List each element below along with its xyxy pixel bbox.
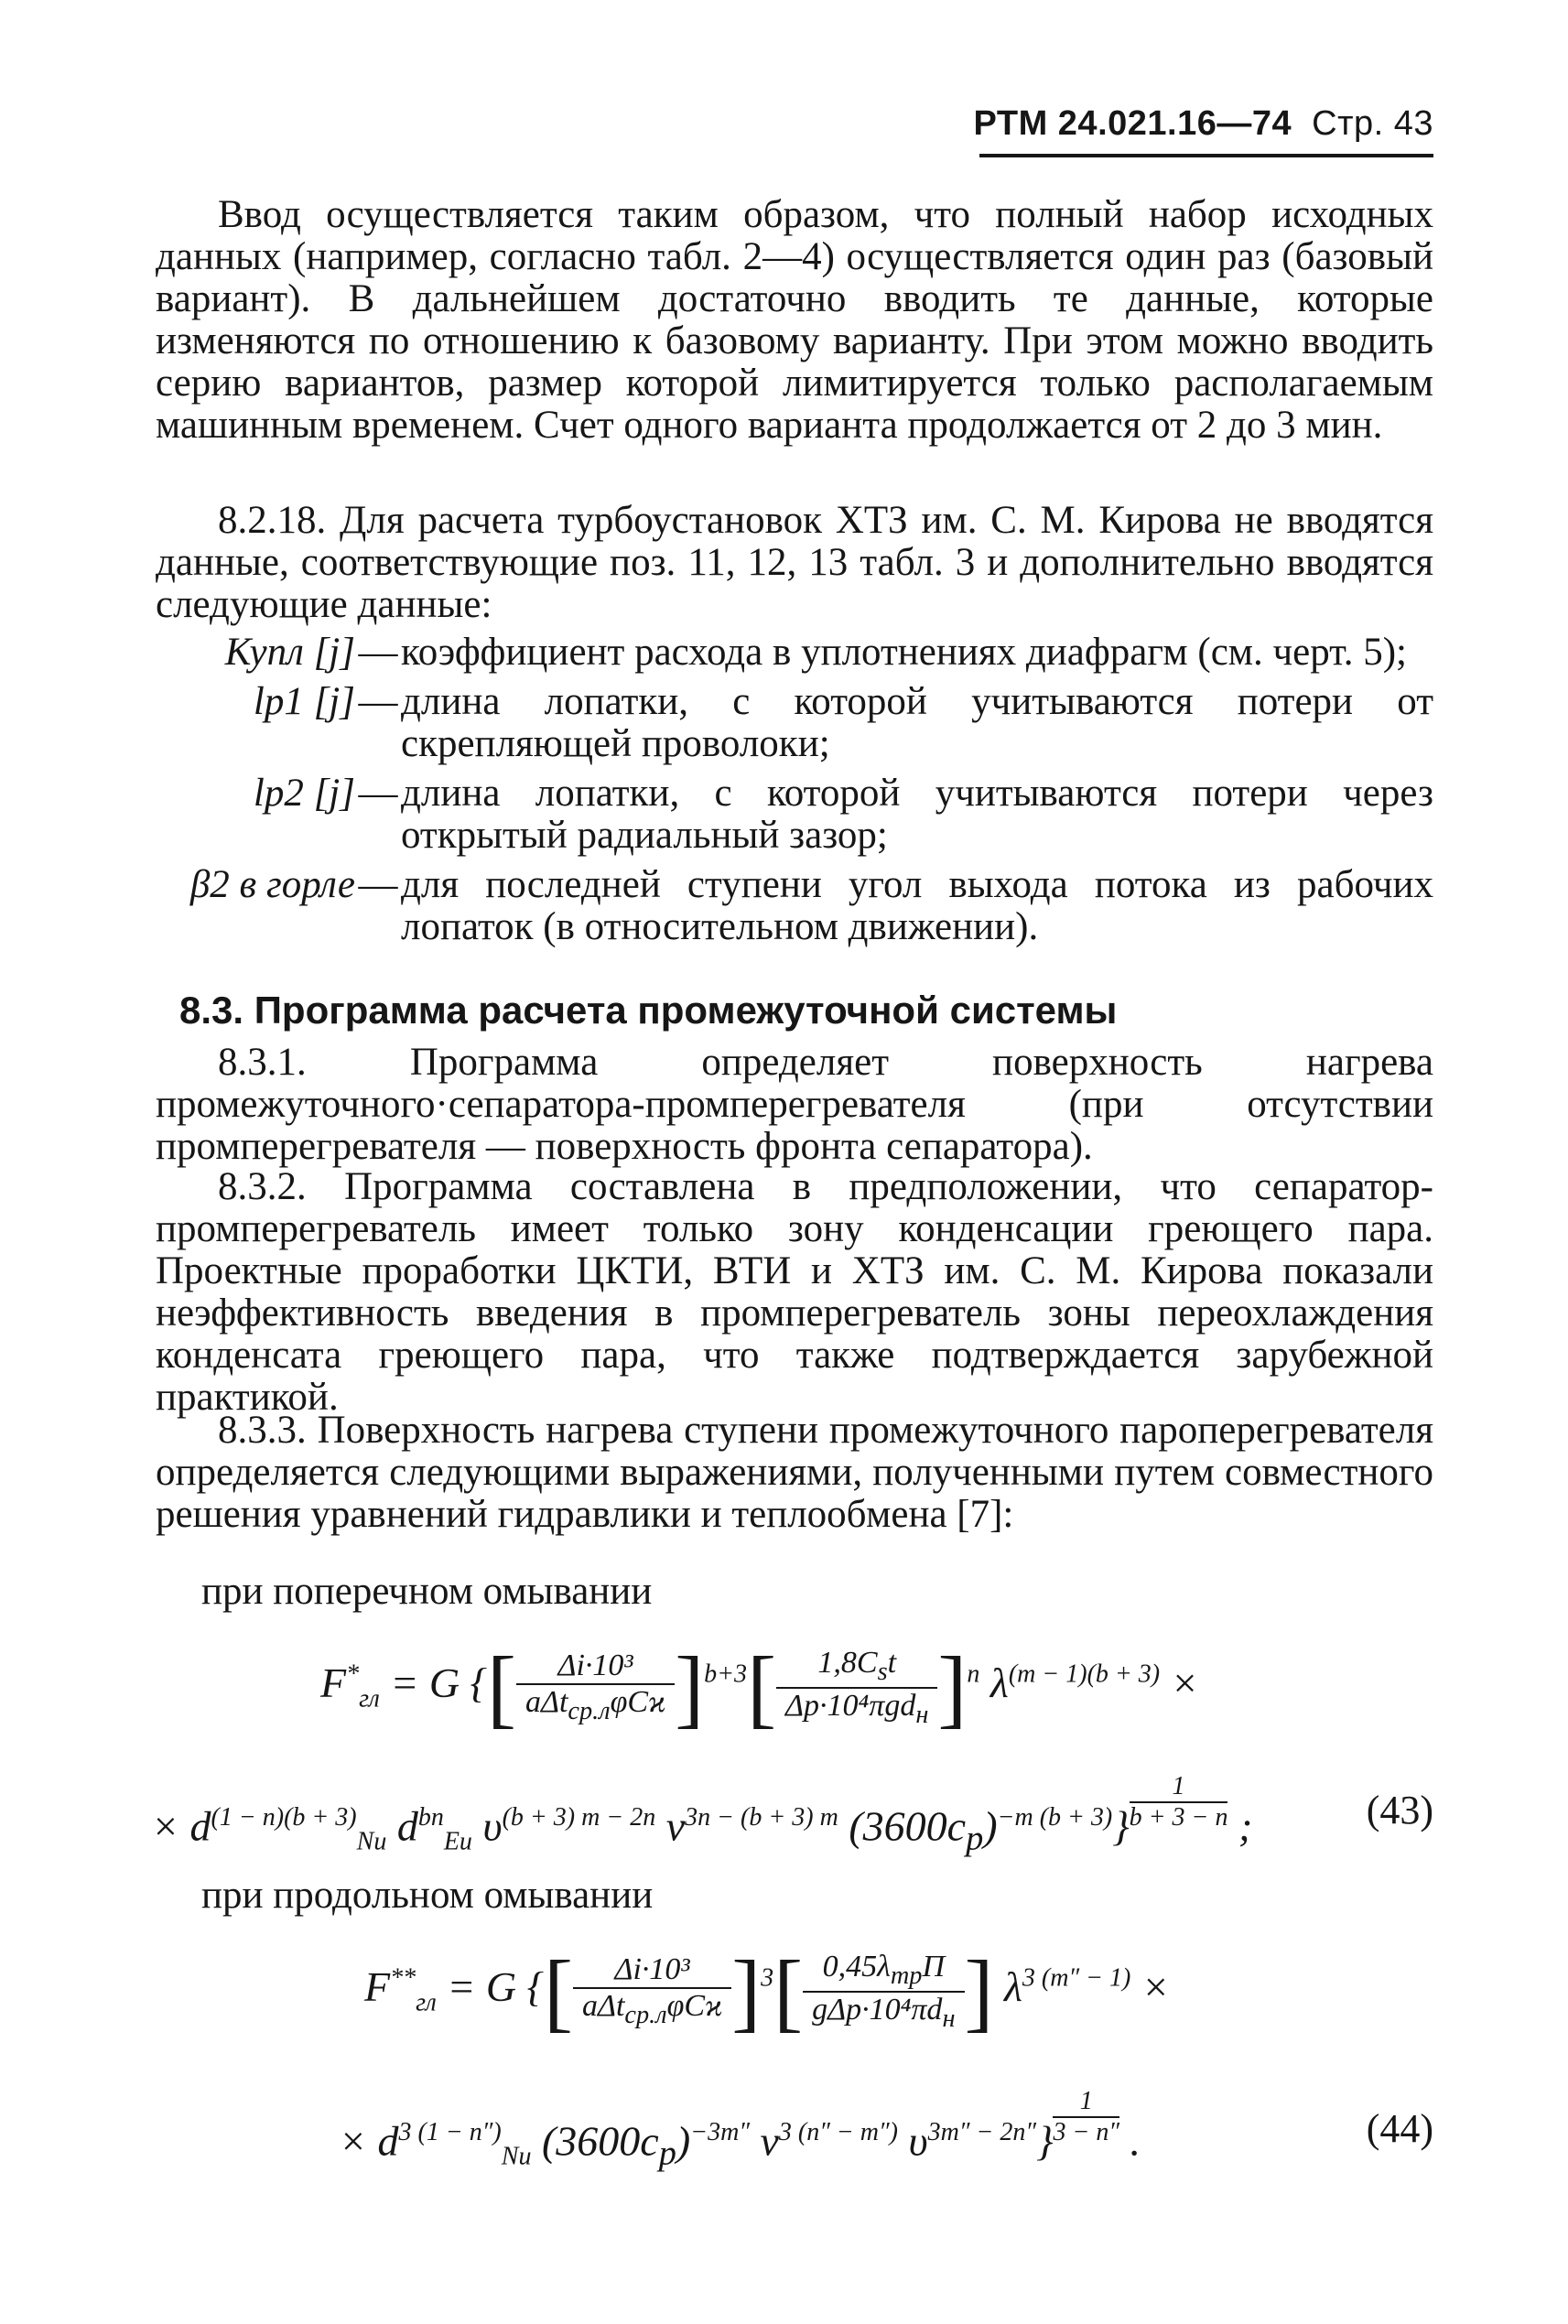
- definition-lp2: lp2 [j] — длина лопатки, с которой учитываются потери через открытый радиальный зазор;: [156, 773, 1433, 857]
- fraction: $\frac{\text{Δi·10³}}{a\Delta t_{ср.л}\varphi Cϰ}$: [516, 1648, 675, 1726]
- definition-lp1: lp1 [j] — длина лопатки, с которой учитываются потери от скрепляющей проволоки;: [156, 681, 1433, 765]
- definition-kupl: Купл [j] — коэффициент расхода в уплотнениях диафрагм (см. черт. 5);: [156, 632, 1433, 674]
- equation-number-44: (44): [1366, 2106, 1433, 2151]
- definition-text: коэффициент расхода в уплотнениях диафрагм (см. черт. 5);: [401, 631, 1407, 674]
- definition-list: [156, 632, 1433, 956]
- fraction: $\frac{1}{3 - n''}$: [1053, 2087, 1120, 2146]
- paragraph-8-3-2: 8.3.2. Программа составлена в предположении, что сепаратор-промперегреватель имеет только зону конденсации греющего пара. Проектные проработки ЦКТИ, ВТИ и ХТЗ им. С. М. Кирова показали неэффективность введения в промперегреватель зоны переохлаждения конденсата греющего пара, что также подтверждается зарубежной практикой.: [156, 1165, 1433, 1419]
- definition-term: Купл [j]: [224, 631, 355, 674]
- formula-43-line-1: $F^*_{гл} = G$ {[ $\frac{\text{Δi·10³}}{a\Delta t_{ср.л}\varphi Cϰ}$ ]$^{b+3}$[ $\frac{1,8C_st}{\Delta p\cdot 10^4\pi gd_н}$ ]$^n$ $\lambda^{(m - 1)(b + 3)}$ ×: [320, 1638, 1199, 1736]
- definition-term: lp2 [j]: [253, 772, 355, 815]
- paragraph-input-procedure: Ввод осуществляется таким образом, что полный набор исходных данных (например, согласно табл. 2—4) осуществляется один раз (базовый вариант). В дальнейшем достаточно вводить те данные, которые изменяются по отношению к базовому варианту. При этом можно вводить серию вариантов, размер которой лимитируется только располагаемым машинным временем. Счет одного варианта продолжается от 2 до 3 мин.: [156, 193, 1433, 447]
- definition-beta2: β2 в горле — для последней ступени угол выхода потока из рабочих лопаток (в относительном движении).: [156, 864, 1433, 948]
- page-header: [974, 104, 1433, 144]
- formula-43-line-2: × $d^{(1 - n)(b + 3)}_{Nu}$ $d^{bn}_{Eu}$ $\upsilon^{(b + 3) m - 2n}$ $\nu^{3n - (b + 3) m}$ $(3600c_p)^{-m (b + 3)}$} $\frac{1}{b + 3 - n}$ ;: [151, 1772, 1253, 1858]
- definition-text: для последней ступени угол выхода потока из рабочих лопаток (в относительном движении).: [401, 863, 1433, 948]
- fraction: $\frac{1,8C_st}{\Delta p\cdot 10^4\pi gd_н}$: [776, 1646, 937, 1730]
- label-longitudinal-flow: при продольном омывании: [201, 1874, 654, 1917]
- fraction: $\frac{\text{Δi·10³}}{a\Delta t_{ср.л}\varphi Cϰ}$: [573, 1952, 731, 2030]
- definition-term: β2 в горле: [189, 863, 355, 906]
- paragraph-8-3-1: 8.3.1. Программа определяет поверхность нагрева промежуточного·сепаратора-промперегревателя (при отсутствии промперегревателя — поверхность фронта сепаратора).: [156, 1041, 1433, 1168]
- definition-term: lp1 [j]: [253, 680, 355, 723]
- formula-44-line-2: × $d^{3 (1 - n'')}_{Nu}$ $(3600c_p)^{-3m''}$ $\nu^{3 (n'' - m'')}$ $\upsilon^{3m'' - 2n''}$} $\frac{1}{3 - n''}$ .: [339, 2087, 1141, 2173]
- doc-id: РТМ 24.021.16—74: [973, 104, 1292, 143]
- fraction: $\frac{0,45\lambda_{тр}П}{g\Delta p\cdot 10^4\pi d_н}$: [803, 1950, 964, 2034]
- header-rule: [979, 154, 1433, 157]
- equation-number-43: (43): [1366, 1788, 1433, 1832]
- label-cross-flow: при поперечном омывании: [201, 1570, 653, 1613]
- paragraph-8-2-18: 8.2.18. Для расчета турбоустановок ХТЗ им. С. М. Кирова не вводятся данные, соответствующие поз. 11, 12, 13 табл. 3 и дополнительно вводятся следующие данные:: [156, 499, 1433, 626]
- section-title: 8.3. Программа расчета промежуточной системы: [179, 989, 1118, 1032]
- paragraph-8-3-3: 8.3.3. Поверхность нагрева ступени промежуточного пароперегревателя определяется следующими выражениями, полученными путем совместного решения уравнений гидравлики и теплообмена [7]:: [156, 1409, 1433, 1536]
- formula-44-line-1: $F^{**}_{гл} = G$ {[ $\frac{\text{Δi·10³}}{a\Delta t_{ср.л}\varphi Cϰ}$ ]$^3$[ $\frac{0,45\lambda_{тр}П}{g\Delta p\cdot 10^4\pi d_н}$ ] $\lambda^{3 (m'' - 1)}$ ×: [364, 1942, 1170, 2040]
- definition-text: длина лопатки, с которой учитываются потери через открытый радиальный зазор;: [401, 772, 1433, 857]
- page-number: Стр. 43: [1312, 104, 1433, 143]
- fraction: $\frac{1}{b + 3 - n}$: [1129, 1772, 1228, 1832]
- definition-text: длина лопатки, с которой учитываются потери от скрепляющей проволоки;: [401, 680, 1433, 765]
